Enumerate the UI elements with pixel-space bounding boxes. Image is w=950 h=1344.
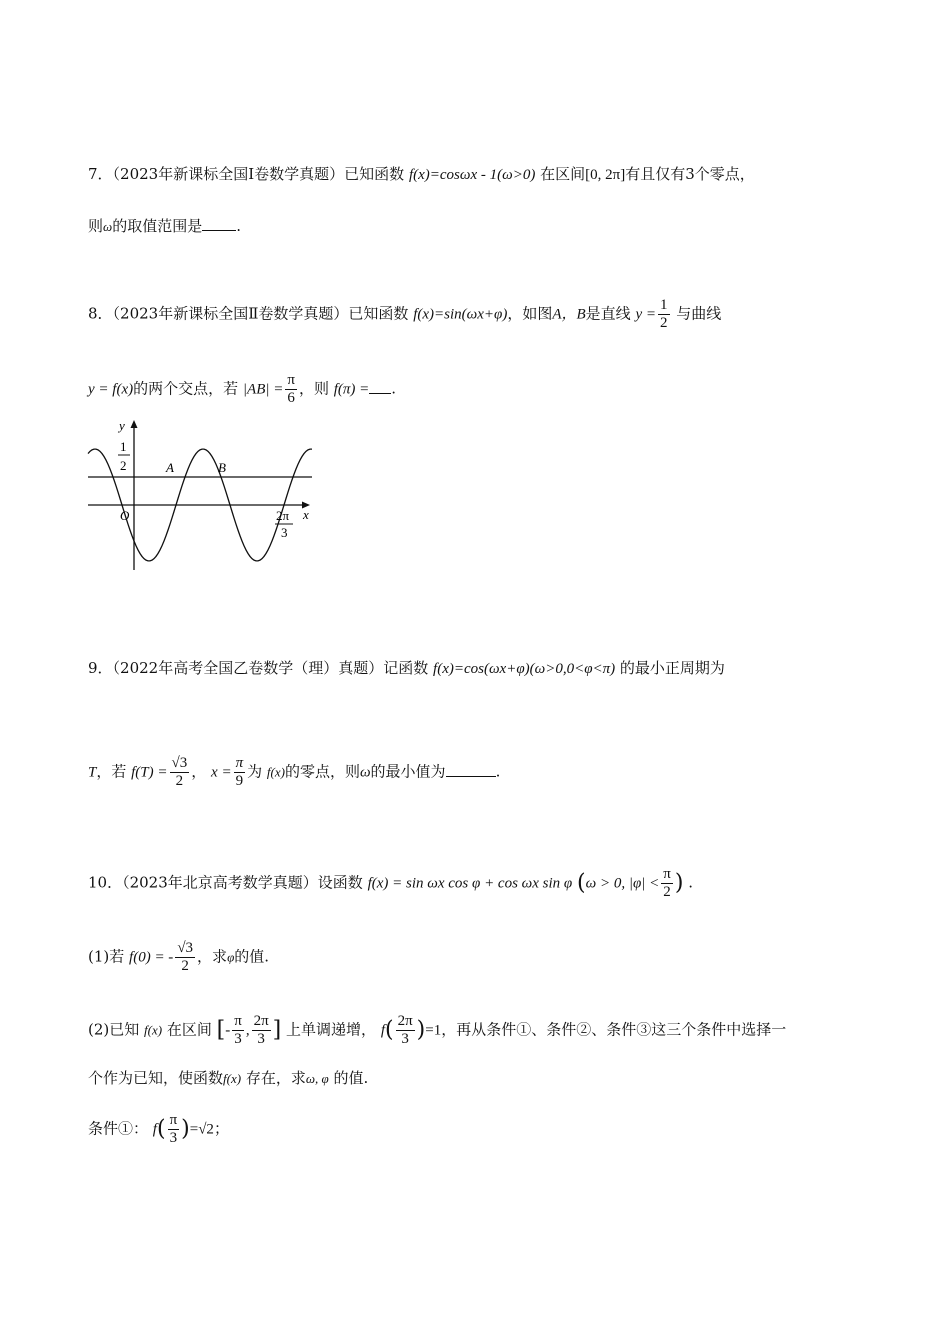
q10-source: （2023年北京高考数学真题） xyxy=(122,873,318,892)
q10-condition: ω > 0, |φ| < xyxy=(585,875,660,892)
q8-number: 8． xyxy=(88,304,113,323)
fraction-numerator: π xyxy=(169,1112,178,1128)
part2-eq: =1 xyxy=(425,1022,442,1039)
q8-line1 xyxy=(88,297,721,332)
left-paren: ( xyxy=(577,870,586,896)
q9-text: ，若 xyxy=(96,762,127,781)
part2-f: f xyxy=(380,1022,385,1039)
q9-line2 xyxy=(88,755,500,790)
tick-denominator: 3 xyxy=(281,525,288,540)
q10-condition1 xyxy=(88,1112,229,1147)
q9-fx: f(x) xyxy=(266,764,285,780)
fraction-denominator: 2 xyxy=(181,958,189,974)
part2-label: (2)已知 xyxy=(88,1020,140,1039)
q8-ab: |AB| = xyxy=(242,381,284,398)
period-symbol: T xyxy=(88,764,97,781)
fraction-denominator: 3 xyxy=(169,1130,178,1146)
q7-text: 的取值范围是 xyxy=(112,217,203,235)
fraction-numerator: √3 xyxy=(171,755,188,771)
fraction-numerator: π xyxy=(287,372,295,388)
q9-text: 记函数 xyxy=(383,659,429,677)
phi-symbol: φ xyxy=(227,949,235,965)
q8-text: ，如图 xyxy=(507,304,553,323)
part2-text: 在区间 xyxy=(166,1020,212,1039)
fraction-numerator: 1 xyxy=(660,297,668,313)
fraction-numerator: 2π xyxy=(253,1013,269,1029)
left-paren: ( xyxy=(156,1116,166,1142)
q10-part1 xyxy=(88,940,269,975)
q9-x-fraction xyxy=(234,755,246,790)
part1-text: ，求 xyxy=(197,947,228,966)
q8-points: A，B xyxy=(552,306,586,323)
fraction-numerator: √3 xyxy=(177,940,194,956)
q7-line2 xyxy=(88,214,241,239)
q7-formula: f(x)=cosωx - 1(ω>0) xyxy=(408,167,536,183)
q8-text: 是直线 xyxy=(585,304,631,323)
minus-sign: - xyxy=(225,1022,231,1039)
q9-source: （2022年高考全国乙卷数学（理）真题） xyxy=(112,659,384,677)
fraction-denominator: 3 xyxy=(234,1031,242,1047)
part2-text: ，再从条件①、条件②、条件③这三个条件中选择一 xyxy=(441,1020,787,1039)
q8-source: （2023年新课标全国Ⅱ卷数学真题） xyxy=(112,304,349,323)
q8-half-fraction xyxy=(658,297,670,332)
omega-symbol: ω xyxy=(103,219,113,234)
part2-fx: f(x) xyxy=(144,1022,163,1038)
q8-text: 与曲线 xyxy=(676,304,722,323)
point-a-label: A xyxy=(166,460,174,475)
omega-symbol: ω xyxy=(359,764,371,781)
part2-text: 的值. xyxy=(333,1069,369,1087)
comma: , xyxy=(245,1022,250,1039)
fraction-denominator: 9 xyxy=(235,773,244,789)
q9-text: 的零点，则 xyxy=(284,762,360,781)
condition1-end: ； xyxy=(213,1119,229,1138)
q9-text: 为 xyxy=(247,762,263,781)
q10-line1 xyxy=(88,866,693,901)
q9-comma: ， xyxy=(191,762,207,781)
right-paren: ) xyxy=(416,1017,426,1043)
q10-text: 设函数 xyxy=(317,873,363,892)
q8-line2 xyxy=(88,372,396,407)
fraction-numerator: 2π xyxy=(397,1013,413,1029)
part1-formula: f(0) = - xyxy=(129,949,174,966)
fraction-denominator: 2 xyxy=(663,884,671,900)
q8-ab-fraction xyxy=(285,372,297,407)
condition1-eq: =√2 xyxy=(189,1121,214,1138)
q10-part2-line2 xyxy=(88,1066,368,1091)
left-bracket: [ xyxy=(216,1017,226,1043)
part2-text: 存在，求 xyxy=(245,1069,306,1087)
part1-end: 的值. xyxy=(234,947,270,966)
answer-blank[interactable] xyxy=(202,216,236,231)
fraction-denominator: 2 xyxy=(660,315,668,331)
fraction-denominator: 3 xyxy=(401,1031,409,1047)
q9-formula: f(x)=cos(ωx+φ)(ω>0,0<φ<π) xyxy=(433,661,616,677)
condition1-f: f xyxy=(152,1121,157,1138)
x-axis-label: x xyxy=(303,507,309,522)
right-paren: ) xyxy=(181,1116,190,1142)
q8-text: 已知函数 xyxy=(348,304,409,323)
q7-end: . xyxy=(236,217,241,235)
q8-ask: f(π) = xyxy=(333,381,370,398)
interval-end-fraction xyxy=(252,1013,271,1048)
q7-text: 有且仅有3个零点， xyxy=(625,165,755,183)
part1-fraction xyxy=(175,940,195,975)
q10-formula: f(x) = sin ωx cos φ + cos ωx sin φ xyxy=(367,875,573,892)
y-axis-arrow xyxy=(131,420,138,428)
fraction-denominator: 2 xyxy=(175,773,184,789)
q8-end: . xyxy=(391,379,397,398)
q8-text: ，则 xyxy=(298,379,329,398)
fraction-numerator: π xyxy=(235,755,244,771)
part1-label: (1)若 xyxy=(88,947,125,966)
q9-text: 的最小值为 xyxy=(370,762,446,781)
condition1-fraction xyxy=(168,1112,180,1147)
half-denominator: 2 xyxy=(120,458,127,473)
q9-fT: f(T) = xyxy=(131,764,168,781)
fraction-denominator: 3 xyxy=(257,1031,265,1047)
answer-blank[interactable] xyxy=(369,379,391,394)
left-paren: ( xyxy=(385,1017,394,1043)
right-bracket: ] xyxy=(272,1017,282,1043)
q10-part2-line1 xyxy=(88,1013,786,1048)
right-paren: ) xyxy=(674,870,684,896)
q8-line-eq: y = xyxy=(635,306,656,323)
part2-fx: f(x) xyxy=(223,1071,242,1086)
q7-source: （2023年新课标全国Ⅰ卷数学真题） xyxy=(112,165,345,183)
q7-line1 xyxy=(88,162,755,187)
origin-label: O xyxy=(120,508,130,523)
q9-sqrt3-fraction xyxy=(170,755,190,790)
q9-end: . xyxy=(495,762,501,781)
q7-number: 7． xyxy=(88,165,113,183)
q8-sine-graph xyxy=(86,416,326,576)
half-numerator: 1 xyxy=(120,439,127,454)
q7-text: 在区间 xyxy=(540,165,586,183)
interval-start-fraction xyxy=(232,1013,244,1048)
q8-curve-formula: y = f(x) xyxy=(88,381,134,398)
q9-x-eq: x = xyxy=(211,764,232,781)
q9-number: 9． xyxy=(88,659,113,677)
q10-end: . xyxy=(688,873,693,892)
part2-text: 个作为已知，使函数 xyxy=(88,1069,224,1087)
q7-text: 则 xyxy=(88,217,104,235)
point-b-label: B xyxy=(218,460,226,475)
part2-arg-fraction xyxy=(396,1013,415,1048)
q9-text: 的最小正周期为 xyxy=(619,659,725,677)
y-axis-label: y xyxy=(119,418,125,433)
part2-text: 上单调递增， xyxy=(286,1020,377,1039)
fraction-numerator: π xyxy=(663,866,671,882)
answer-blank[interactable] xyxy=(446,762,496,777)
condition1-label: 条件①： xyxy=(88,1119,149,1138)
q10-number: 10． xyxy=(88,873,123,892)
q7-text: 已知函数 xyxy=(344,165,405,183)
fraction-numerator: π xyxy=(234,1013,242,1029)
tick-numerator: 2π xyxy=(276,508,290,523)
q10-cond-fraction xyxy=(661,866,673,901)
fraction-denominator: 6 xyxy=(287,390,295,406)
q9-line1 xyxy=(88,656,725,681)
q8-formula: f(x)=sin(ωx+φ) xyxy=(413,306,508,323)
part2-vars: ω, φ xyxy=(305,1071,329,1086)
q8-text: 的两个交点，若 xyxy=(133,379,239,398)
q7-interval: [0, 2π] xyxy=(585,167,626,183)
